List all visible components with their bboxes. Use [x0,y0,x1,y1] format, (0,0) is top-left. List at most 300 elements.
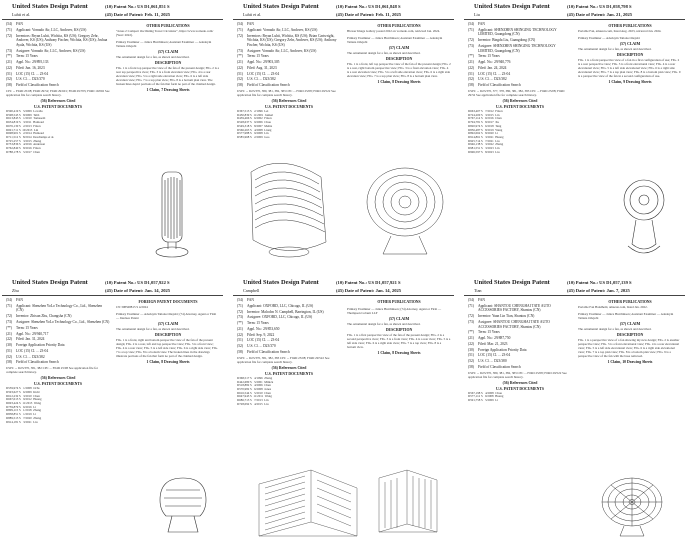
field-code: (22) [6,337,12,342]
claim-text: The ornamental design for a fan, as shown and described. [578,327,652,331]
field-text: FAN [16,22,23,26]
field-code: (22) [468,341,474,346]
field-code: (52) [6,354,12,359]
bibliographic-field [468,66,572,71]
bibliographic-field [237,72,341,77]
drawing-sheets-count: 1 Claim, 9 Drawing Sheets [608,80,652,84]
references-subheading: U.S. PATENT DOCUMENTS [33,382,83,387]
field-code: (22) [6,65,12,70]
bibliographic-field [237,54,341,59]
field-code: (**) [237,321,243,326]
field-text: LOC (15) Cl. ... 23-04 [16,348,49,353]
bibliographic-field [6,34,110,48]
patent-header [2,278,223,296]
description-text: FIG. 1 is a front, right and bottom perspective view of the fan of the present design; FIG. 2 is a rear, left and top perspective view; FIG. 3 is a front view; FIG. 4 is a rear view; FIG. 5 is a left side view; FIG. 6 is a right side view; FIG. 7 is a top view; FIG. 8 is a bottom view. The broken lines in the drawings illustrate portions of the fan that form no part of the claimed design. [116,338,218,358]
patent-header [464,278,685,296]
bibliographic-field [468,330,572,335]
left-column [6,22,110,154]
patent-number: (10) Patent No.: US D1,057,922 S [105,280,170,285]
other-publications-text: Portable Fan, amazon.com, listed Aug. 2023, retrieved Jan. 2024. [578,29,662,33]
claim-text: The ornamental design for a fan, as shown and described. [347,51,421,55]
examiner-text: Primary Examiner — Adedoyin Tatiana Odejobi; (74) Attorney, Agent or Firm — Intelsea Patent [116,312,217,320]
field-code: (71) [6,303,12,308]
inventor-name: Tian [474,288,482,293]
patent-title: United States Design Patent [243,279,319,286]
right-column [578,298,682,364]
description-heading: DESCRIPTION [385,57,413,61]
patent-date: (45) Date of Patent: Jan. 14, 2025 [105,287,171,293]
field-code: (52) [468,77,474,82]
bibliographic-field [237,49,341,54]
other-publications-heading: OTHER PUBLICATIONS [146,24,190,28]
field-code: (73) [6,319,12,324]
patent-date: (45) Date of Patent: Jan. 7, 2025 [567,287,630,293]
field-text: U.S. Cl. ... D23/382 [478,77,507,82]
patent-header [2,2,223,20]
drawing-sheets-count: 1 Claim, 7 Drawing Sheets [146,88,190,92]
search-text: CPC ... F04D 25/08; F04D 29/52; F04D 29/601; F04D 29/703; F04D 19/002 See application file for complete search history. [6,89,110,97]
claim-heading: (57) CLAIM [619,322,641,326]
field-code: (72) [237,309,243,314]
examiner-text: Primary Examiner — Janice Hutchinson; Assistant Examiner — Adedoyin Tatiana Odejobi [578,312,674,320]
field-code: (30) [468,347,474,352]
bibliographic-field [6,360,110,365]
right-column [116,22,220,92]
field-text: Filed: Sep. 9, 2022 [247,332,275,337]
field-code: (**) [237,54,243,59]
field-code: (22) [468,65,474,70]
references-list: D368,517 S 4/1996 Zhang D442,680 S 5/2001 Minick D518,882 S 4/2006 Chen D570,982 S 6/2008 Jones D616,544 S 5/2010 Chen D647,943 S 11/2011 Wang D686,713 S 7/2013 Lin D728,092 S 4/2015 Liu [237,375,274,406]
drawing-sheets-count: 1 Claim, 8 Drawing Sheets [377,351,421,355]
field-code: (73) [468,319,474,324]
examiner-text: Primary Examiner — Adedoyin Tatiana Odejobi [578,36,640,40]
field-code: (58) [6,83,12,88]
field-text: Field of Classification Search [478,365,521,369]
bibliographic-field [237,34,341,48]
bibliographic-field [468,342,572,347]
field-code: (54) [468,22,474,26]
field-code: (72) [468,38,474,43]
field-code: (54) [237,22,243,26]
field-text: Filed: Jan. 31, 2024 [16,337,45,342]
field-text: Inventor: Yuan Lin Tian, Shantou (CN) [478,314,535,319]
description-text: FIG. 1 is a front top perspective view of the fan of the present design; FIG. 2 is a rear top perspective view; FIG. 3 is a front elevation view; FIG. 4 is a rear elevation view; FIG. 5 is a right side elevation view; FIG. 6 is a left side elevation view; FIG. 7 is a top plan view; FIG. 8 is a bottom plan view. The broken lines depict portions of the fan that form no part of the claimed design. [116,66,220,86]
bibliographic-field [6,66,110,71]
patent-header [233,2,454,20]
examiner-text: Primary Examiner — Janice Hutchinson; Assistant Examiner — Adedoyin Tatiana Odejobi [347,36,443,44]
field-list [468,22,572,88]
field-text: Assignee: SHANTOU CHENGHAI TATE AUTO ACCESSORIES FACTORY, Shantou (CN) [478,319,550,329]
field-text: Assignee: Vornado Air, LLC, Andover, KS (US) [247,48,317,53]
bibliographic-field [468,365,572,370]
field-code: (21) [468,60,474,65]
field-text: FAN [478,22,485,26]
field-code: (51) [237,338,243,343]
field-code: (54) [237,298,243,302]
field-text: Filed: Aug. 31, 2023 [247,65,277,70]
field-text: Field of Classification Search [16,83,59,88]
field-code: (52) [237,77,243,82]
field-text: Term: 15 Years [478,54,500,59]
references-heading: (56) References Cited [502,99,538,103]
field-code: (21) [237,326,243,331]
claim-heading: (57) CLAIM [388,46,410,50]
field-text: Term: 15 Years [478,330,500,335]
other-publications-heading: FOREIGN PATENT DOCUMENTS [138,300,198,304]
claim-text: The ornamental design for a fan, as shown and described. [347,322,421,326]
field-text: U.S. Cl. ... D23/382 [16,354,45,359]
field-code: (54) [6,298,12,302]
bibliographic-field [468,314,572,319]
field-list [468,298,572,370]
bibliographic-field [468,28,572,37]
bibliographic-field [6,60,110,65]
claim-heading: (57) CLAIM [388,317,410,321]
bibliographic-field [468,353,572,358]
bibliographic-field [237,321,341,326]
other-publications-heading: OTHER PUBLICATIONS [377,300,421,304]
references-heading: (56) References Cited [271,365,307,370]
bibliographic-field [468,304,572,313]
patent-number: (10) Patent No.: US D1,061,848 S [336,4,401,9]
field-code: (21) [6,331,12,336]
field-code: (73) [6,48,12,53]
patent-header [464,2,685,20]
patent-title: United States Design Patent [474,279,550,286]
other-publications-text: Portable Fan Handheld, amazon.com, listed Jan. 2022. [578,305,648,309]
field-list [6,22,110,88]
field-text: Term: 15 Years [16,325,38,330]
field-code: (**) [468,54,474,59]
patent-title: United States Design Patent [474,3,550,10]
bibliographic-field [237,77,341,82]
field-code: (71) [237,303,243,308]
bibliographic-field [237,60,341,65]
right-column [347,22,451,84]
field-code: (54) [6,22,12,26]
patent-number: (10) Patent No.: US D1,061,851 S [105,4,170,9]
left-column [468,298,572,403]
description-heading: DESCRIPTION [154,333,182,337]
bibliographic-field [468,22,572,27]
field-text: Field of Classification Search [247,350,290,355]
drawing-sheets-count: 1 Claim, 8 Drawing Sheets [146,360,190,364]
field-code: (71) [468,27,474,32]
patent-page-1 [2,2,223,266]
bibliographic-field [468,77,572,82]
inventor-name: Luhti et al. [243,12,262,17]
field-text: LOC (15) Cl. ... 23-04 [247,338,280,343]
references-subheading: U.S. PATENT DOCUMENTS [33,105,83,109]
references-list: D559,974 S 1/2008 Ochs D593,627 S 6/2009 Kidd D612,232 S 3/2010 Chen D667,013 S 9/2012 Huang D693,424 S 11/2013 Wang D759,879 S 6/2016 Li D809,115 S 1/2018 Zhang D838,851 S 1/2019 Li D889,513 S 7/2020 Zhang D914,181 S 3/2021 Liu [6,386,42,424]
field-text: Inventors: Bryan Luhti, Wichita, KS (US); Gregory Zehr, Andover, KS (US); Anthony Fischer, Wichita, KS (US); Joshua Ayala, Wichita, KS (US) [16,33,108,47]
bibliographic-field [468,298,572,303]
other-publications-text: Blower Image Gallery posted 2022 on vornado.com, retrieved Jan. 2024. [347,29,441,33]
field-text: Appl. No.: 29/887,750 [478,336,511,341]
field-text: Term: 15 Years [16,54,38,59]
bibliographic-field [237,333,341,338]
inventor-name: Luhti et al. [12,12,31,17]
bibliographic-field [468,38,572,43]
field-code: (72) [6,33,12,38]
claim-heading: (57) CLAIM [157,322,179,326]
field-code: (**) [6,325,12,330]
bibliographic-field [237,22,341,27]
field-code: (22) [237,332,243,337]
other-publications-text: CN 308568815 S 4/2024 [116,305,148,309]
field-text: Field of Classification Search [16,360,59,365]
examiner-text: Primary Examiner — Janice Hutchinson; Assistant Examiner — Adedoyin Tatiana Odejobi [116,40,212,48]
field-text: Assignee: OXFORD, LLC, Chicago, IL (US) [247,315,313,320]
field-text: Filed: Mar. 21, 2023 [478,341,508,346]
references-subheading: U.S. PATENT DOCUMENTS [264,371,314,376]
fan-drawing-grille-box [239,466,444,538]
other-publications-text: "Jones 2 Compact Oscillating Tower Circulator", https://www.vornado.com/ (Year: 2022). [116,29,214,37]
field-code: (58) [237,83,243,88]
right-column [116,298,220,364]
field-code: (21) [6,60,12,65]
other-publications-heading: OTHER PUBLICATIONS [608,24,652,28]
field-text: LOC (15) Cl. ... 23-04 [247,71,280,76]
field-text: Filed: Jan. 24, 2024 [478,65,507,70]
inventor-name: Campbell [243,288,260,293]
field-text: Assignee: SHENZHEN SHINGING TECHNOLOGY LIMITED, Guangdong (CN) [478,43,556,53]
field-code: (58) [237,350,243,355]
bibliographic-field [6,49,110,54]
bibliographic-field [6,355,110,360]
references-subheading: U.S. PATENT DOCUMENTS [495,386,545,391]
field-text: Assignee: Shenzhen YoLo Technology Co., Ltd., Shenzhen (CN) [16,319,110,324]
patent-date: (45) Date of Patent: Feb. 11, 2025 [105,11,171,17]
field-text: Field of Classification Search [478,83,521,88]
references-heading: (56) References Cited [502,380,538,385]
other-publications-heading: OTHER PUBLICATIONS [377,24,421,28]
bibliographic-field [468,320,572,329]
field-list [6,298,110,365]
field-code: (72) [6,314,12,319]
drawing-sheets-count: 1 Claim, 8 Drawing Sheets [377,80,421,84]
field-text: U.S. Cl. ... D23/382 [247,77,276,82]
references-heading: (56) References Cited [40,376,76,381]
field-code: (52) [468,359,474,364]
inventor-name: Zhu [12,288,19,293]
bibliographic-field [6,77,110,82]
bibliographic-field [468,359,572,364]
references-list: D567,198 S 4/2008 Chou D577,112 S 9/2008 Huang D591,758 S 5/2009 Li [468,390,504,403]
bibliographic-field [468,60,572,65]
field-text: Applicant: Vornado Air, LLC, Andover, KS (US) [16,27,87,32]
field-code: (51) [6,348,12,353]
field-text: Applicant: Shenzhen YoLo Technology Co., Ltd., Shenzhen (CN) [16,303,103,313]
patent-title: United States Design Patent [12,3,88,10]
field-text: FAN [247,298,254,302]
search-text: USPC ... D23/370, 381, 382 CPC ... F04D 25/08 See application file for complete search history. [6,366,98,375]
field-text: Applicant: SHENZHEN SHINGING TECHNOLOGY LIMITED, Guangdong (CN) [478,27,557,37]
patent-number: (10) Patent No.: US D1,057,921 S [336,280,401,285]
bibliographic-field [468,348,572,353]
left-column [468,22,572,154]
bibliographic-field [6,337,110,342]
claim-heading: (57) CLAIM [619,42,641,46]
bibliographic-field [237,315,341,320]
bibliographic-field [6,298,110,303]
field-text: U.S. Cl. ... D23/370 [16,77,45,82]
claim-heading: (57) CLAIM [157,50,179,54]
field-code: (22) [237,65,243,70]
field-text: Foreign Application Priority Data [16,343,65,348]
field-text: Appl. No.: 29/895,133 [16,60,49,65]
bibliographic-field [237,344,341,349]
bibliographic-field [6,304,110,313]
patent-title: United States Design Patent [243,3,319,10]
field-code: (71) [237,27,243,32]
bibliographic-field [468,336,572,341]
patent-header [233,278,454,296]
patent-date: (45) Date of Patent: Jan. 21, 2025 [567,11,633,17]
field-text: FAN [247,22,254,26]
other-publications-heading: OTHER PUBLICATIONS [608,300,652,304]
field-list [237,298,341,355]
description-text: FIG. 1 is a perspective view of a fan showing my new design; FIG. 2 is another perspective view; FIG. 3 is a front elevational view; FIG. 4 is a rear elevational view; FIG. 5 is a left side elevational view; FIG. 6 is a right side elevational view; FIG. 7 is a top plan view; FIG. 8 is a bottom plan view; FIG. 9 is a perspective view of the fan with the base removed. [578,338,680,358]
bibliographic-field [6,314,110,319]
claim-text: The ornamental design for a fan, as shown and described. [116,327,190,331]
fan-drawing-neck [152,470,214,538]
patent-page-2 [233,2,454,266]
field-code: (51) [237,71,243,76]
bibliographic-field [237,298,341,303]
description-heading: DESCRIPTION [385,328,413,332]
patent-page-6 [464,278,685,542]
field-code: (30) [6,343,12,348]
left-column [237,22,341,140]
search-text: USPC ... D23/370, 380, 381, 382, 383 CPC ... F04D 25/08; F04D 29/522 See application file for complete search history. [468,370,567,379]
field-text: FAN [16,298,23,302]
bibliographic-field [6,28,110,33]
left-column [237,298,341,406]
field-text: U.S. Cl. ... D23/380 [478,359,507,364]
description-heading: DESCRIPTION [616,53,644,57]
field-text: Appl. No.: 29/853,650 [247,326,280,331]
field-code: (54) [468,298,474,302]
examiner-text: Primary Examiner — Janice Hutchinson; (74) Attorney, Agent or Firm — Thompson Coburn LLP [347,307,442,315]
fan-drawing-clip [614,174,674,260]
field-text: Inventors: Bryan Luhti, Wichita, KS (US); Brian Cartwright, Wichita, KS (US); Gregory Zehr, Andover, KS (US); Anthony Fischer, Wichita, KS (US) [247,33,337,47]
field-text: LOC (15) Cl. ... 23-04 [478,71,511,76]
field-code: (52) [237,344,243,349]
bibliographic-field [6,349,110,354]
field-text: Inventor: Malcolm N. Campbell, Barrington, IL (US) [247,309,324,314]
references-heading: (56) References Cited [271,99,307,103]
bibliographic-field [6,54,110,59]
references-list: D590,419 S 5/2009 Lovallo D598,545 S 8/2009 Tabb D613,843 S 1/2010 Tomasetti D634,819 S 3/2011 Hamoud D676,130 S 2/2013 Fitton D691,711 S 10/2013 Lin D698,901 S 2/2014 Hamoud D711,512 S 8/2014 Deschamps et al. D725,257 S 3/2015 Zheng D753,836 S 4/2016 Anderson D762,840 S 8/2016 Fitton D788,178 S 5/2017 Chen [6,109,55,154]
field-text: Appl. No.: 29/940,717 [16,331,49,336]
bibliographic-field [6,326,110,331]
fan-drawing-tower [152,170,192,260]
right-column [347,298,451,355]
field-code: (51) [468,353,474,358]
field-code: (**) [468,330,474,335]
patent-page-3 [464,2,685,266]
field-text: Appl. No.: 29/903,305 [247,60,280,65]
field-text: Inventor: Zhixun Zhu, Changsha (CN) [16,314,72,319]
bibliographic-field [237,66,341,71]
fan-drawing-ribbed-left [241,152,336,262]
field-text: Term: 15 Years [247,321,269,326]
field-code: (51) [468,71,474,76]
references-subheading: U.S. PATENT DOCUMENTS [264,105,314,109]
description-text: FIG. 1 is a front perspective view of a fan in a first configuration of use; FIG. 2 is a rear perspective view; FIG. 3 is a front elevational view; FIG. 4 is a rear elevational view; FIG. 5 is a left side elevational view; FIG. 6 is a right side elevational view; FIG. 7 is a top plan view; FIG. 8 is a bottom plan view; FIG. 9 is a perspective view of the fan in a second configuration of use. [578,58,681,78]
field-code: (21) [237,60,243,65]
bibliographic-field [6,332,110,337]
bibliographic-field [6,22,110,27]
inventor-name: Liu [474,12,480,17]
claim-text: The ornamental design for a fan, as shown and described. [116,55,190,59]
field-text: Assignee: Vornado Air, LLC, Andover, KS (US) [16,48,86,53]
field-code: (52) [6,77,12,82]
field-code: (58) [6,360,12,365]
description-text: FIG. 1 is a first perspective view of the fan of the present design; FIG. 2 is a second perspective view; FIG. 3 is a front view; FIG. 4 is a rear view; FIG. 5 is a left side view; FIG. 6 is a right side view; FIG. 7 is a top view; FIG. 8 is a bottom view. [347,333,451,349]
field-code: (73) [237,48,243,53]
references-list: D367,513 S 2/1996 Lei D450,839 S 11/2001 Junkel D459,466 S 6/2002 Fitton D528,637 S 9/2006 Chou D549,318 S 8/2007 Mehta D566,263 S 4/2008 Liang D577,988 S 9/2008 Lin D585,968 S 2/2009 Gao [237,109,273,139]
bibliographic-field [468,54,572,59]
patent-number: (10) Patent No.: US D1,058,798 S [567,4,632,9]
field-code: (58) [468,365,474,369]
patent-page-5 [233,278,454,542]
bibliographic-field [468,83,572,88]
bibliographic-field [237,327,341,332]
field-text: Term: 15 Years [247,54,269,59]
field-list [237,22,341,88]
field-code: (71) [6,27,12,32]
search-text: USPC ... D23/370, 377, 378, 380, 381, 382, 383 CPC ... F04D 25/08; F04D 29/52 See application file for complete search history. [468,89,565,97]
references-list: D663,407 S 7/2012 Fitton D724,200 S 3/2015 Lin D767,114 S 9/2016 Chen D794,781 S 8/2017 Xu D820,974 S 6/2018 Tang D856,487 S 8/2019 Wang D892,062 S 8/2020 Li D914,861 S 3/2021 Huang D925,714 S 7/2021 Liu D946,138 S 3/2022 Zhang D981,551 S 3/2023 Lin D996,597 S 8/2023 Liu [468,109,504,154]
field-text: Applicant: Vornado Air, LLC, Andover, KS (US) [247,27,318,32]
bibliographic-field [6,72,110,77]
field-text: Field of Classification Search [247,83,290,88]
patent-date: (45) Date of Patent: Jan. 14, 2025 [336,287,402,293]
field-text: Foreign Application Priority Data [478,347,527,352]
claim-text: The ornamental design for a fan, as shown and described. [578,47,652,51]
fan-drawing-ribbed-right [361,162,449,260]
description-text: FIG. 1 is a front, left top perspective view of the fan of the present design; FIG. 2 is a rear, right bottom perspective view; FIG. 3 is a front elevation view; FIG. 4 is a rear elevation view; FIG. 5 is a left side elevation view; FIG. 6 is a right side elevation view; FIG. 7 is a top plan view; FIG. 8 is a bottom plan view. [347,62,451,78]
field-code: (73) [237,315,243,320]
references-subheading: U.S. PATENT DOCUMENTS [495,105,545,109]
field-text: Appl. No.: 29/940,776 [478,60,511,65]
field-text: Applicant: SHANTOU CHENGHAI TATE AUTO ACCESSORIES FACTORY, Shantou (CN) [478,303,551,313]
field-text: LOC (15) Cl. ... 23-04 [478,353,511,358]
bibliographic-field [468,44,572,53]
description-heading: DESCRIPTION [154,61,182,65]
references-heading: (56) References Cited [40,99,76,103]
field-text: Filed: Jun. 16, 2023 [16,65,45,70]
field-code: (71) [468,303,474,308]
patent-page-4 [2,278,223,542]
bibliographic-field [237,83,341,88]
field-text: LOC (15) Cl. ... 23-04 [16,71,49,76]
bibliographic-field [237,310,341,315]
search-text: USPC ... D23/370, 381, 382, 383 CPC ... F04D 25/08; F04D 29/522 See application file for complete search history. [237,355,330,364]
field-text: Applicant: OXFORD, LLC, Chicago, IL (US) [247,303,314,308]
fan-drawing-round [584,474,680,538]
field-code: (72) [468,314,474,319]
field-text: U.S. Cl. ... D23/370 [247,344,276,349]
bibliographic-field [237,28,341,33]
drawing-sheets-count: 1 Claim, 10 Drawing Sheets [607,360,653,364]
field-text: Inventor: Bingda Liu, Guangdong (CN) [478,38,536,43]
search-text: USPC ... D23/370, 380, 381, 382, 383 CPC ... F04D 25/08; F04D 29/522 See application file for complete search history. [237,89,336,97]
field-text: FAN [478,298,485,302]
patent-date: (45) Date of Patent: Feb. 11, 2025 [336,11,402,17]
